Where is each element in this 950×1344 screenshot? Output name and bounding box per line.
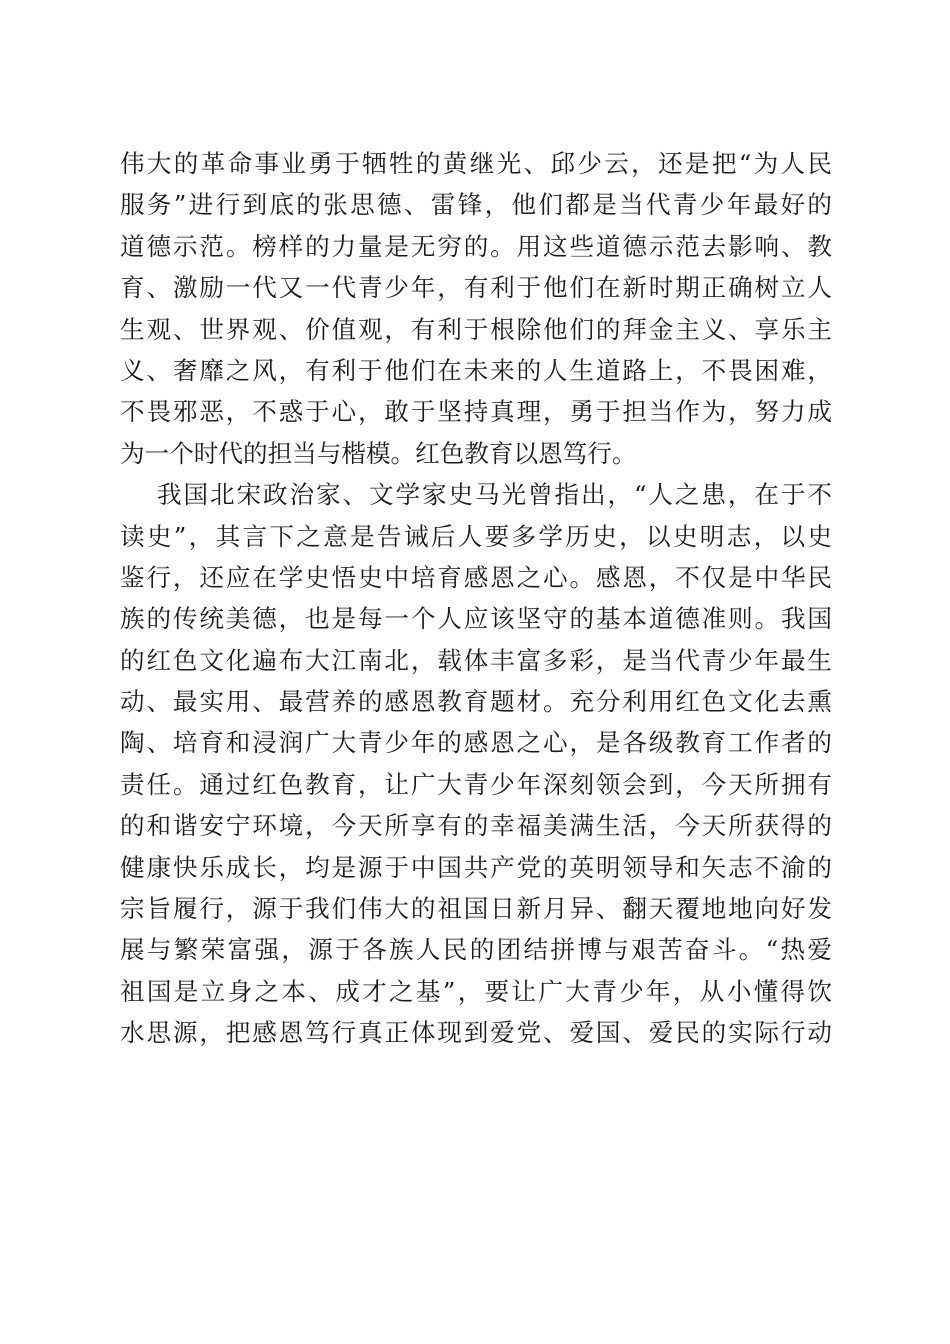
text-line: 鉴行，还应在学史悟史中培育感恩之心。感恩，不仅是中华民 xyxy=(120,562,832,592)
text-line: 水思源，把感恩笃行真正体现到爱党、爱国、爱民的实际行动 xyxy=(120,1018,832,1048)
paragraph-2 xyxy=(120,474,832,1053)
paragraph-1 xyxy=(120,143,832,474)
text-line: 健康快乐成长，均是源于中国共产党的英明领导和矢志不渝的 xyxy=(120,852,832,882)
text-line: 的和谐安宁环境，今天所享有的幸福美满生活，今天所获得的 xyxy=(120,811,832,841)
text-line: 育、激励一代又一代青少年，有利于他们在新时期正确树立人 xyxy=(120,273,832,303)
text-line: 为一个时代的担当与楷模。红色教育以恩笃行。 xyxy=(120,438,637,468)
text-line: 宗旨履行，源于我们伟大的祖国日新月异、翻天覆地地向好发 xyxy=(120,894,832,924)
text-line: 陶、培育和浸润广大青少年的感恩之心，是各级教育工作者的 xyxy=(120,728,832,758)
text-line: 族的传统美德，也是每一个人应该坚守的基本道德准则。我国 xyxy=(120,604,832,634)
text-line: 读史”，其言下之意是告诫后人要多学历史，以史明志，以史 xyxy=(120,521,832,551)
text-line: 义、奢靡之风，有利于他们在未来的人生道路上，不畏困难， xyxy=(120,355,832,385)
text-line: 道德示范。榜样的力量是无穷的。用这些道德示范去影响、教 xyxy=(120,231,832,261)
text-line: 我国北宋政治家、文学家史马光曾指出，“人之患，在于不 xyxy=(157,480,832,510)
text-line: 服务”进行到底的张思德、雷锋，他们都是当代青少年最好的 xyxy=(120,190,832,220)
text-line: 不畏邪恶，不惑于心，敢于坚持真理，勇于担当作为，努力成 xyxy=(120,397,832,427)
text-line: 展与繁荣富强，源于各族人民的团结拼博与艰苦奋斗。“热爱 xyxy=(120,935,832,965)
text-line: 生观、世界观、价值观，有利于根除他们的拜金主义、享乐主 xyxy=(120,314,832,344)
text-line: 责任。通过红色教育，让广大青少年深刻领会到，今天所拥有 xyxy=(120,769,832,799)
text-line: 动、最实用、最营养的感恩教育题材。充分利用红色文化去熏 xyxy=(120,687,832,717)
text-line: 的红色文化遍布大江南北，载体丰富多彩，是当代青少年最生 xyxy=(120,645,832,675)
text-line: 伟大的革命事业勇于牺牲的黄继光、邱少云，还是把“为人民 xyxy=(120,149,832,178)
body-text xyxy=(120,143,832,1054)
text-line: 祖国是立身之本、成才之基”，要让广大青少年，从小懂得饮 xyxy=(120,976,832,1006)
